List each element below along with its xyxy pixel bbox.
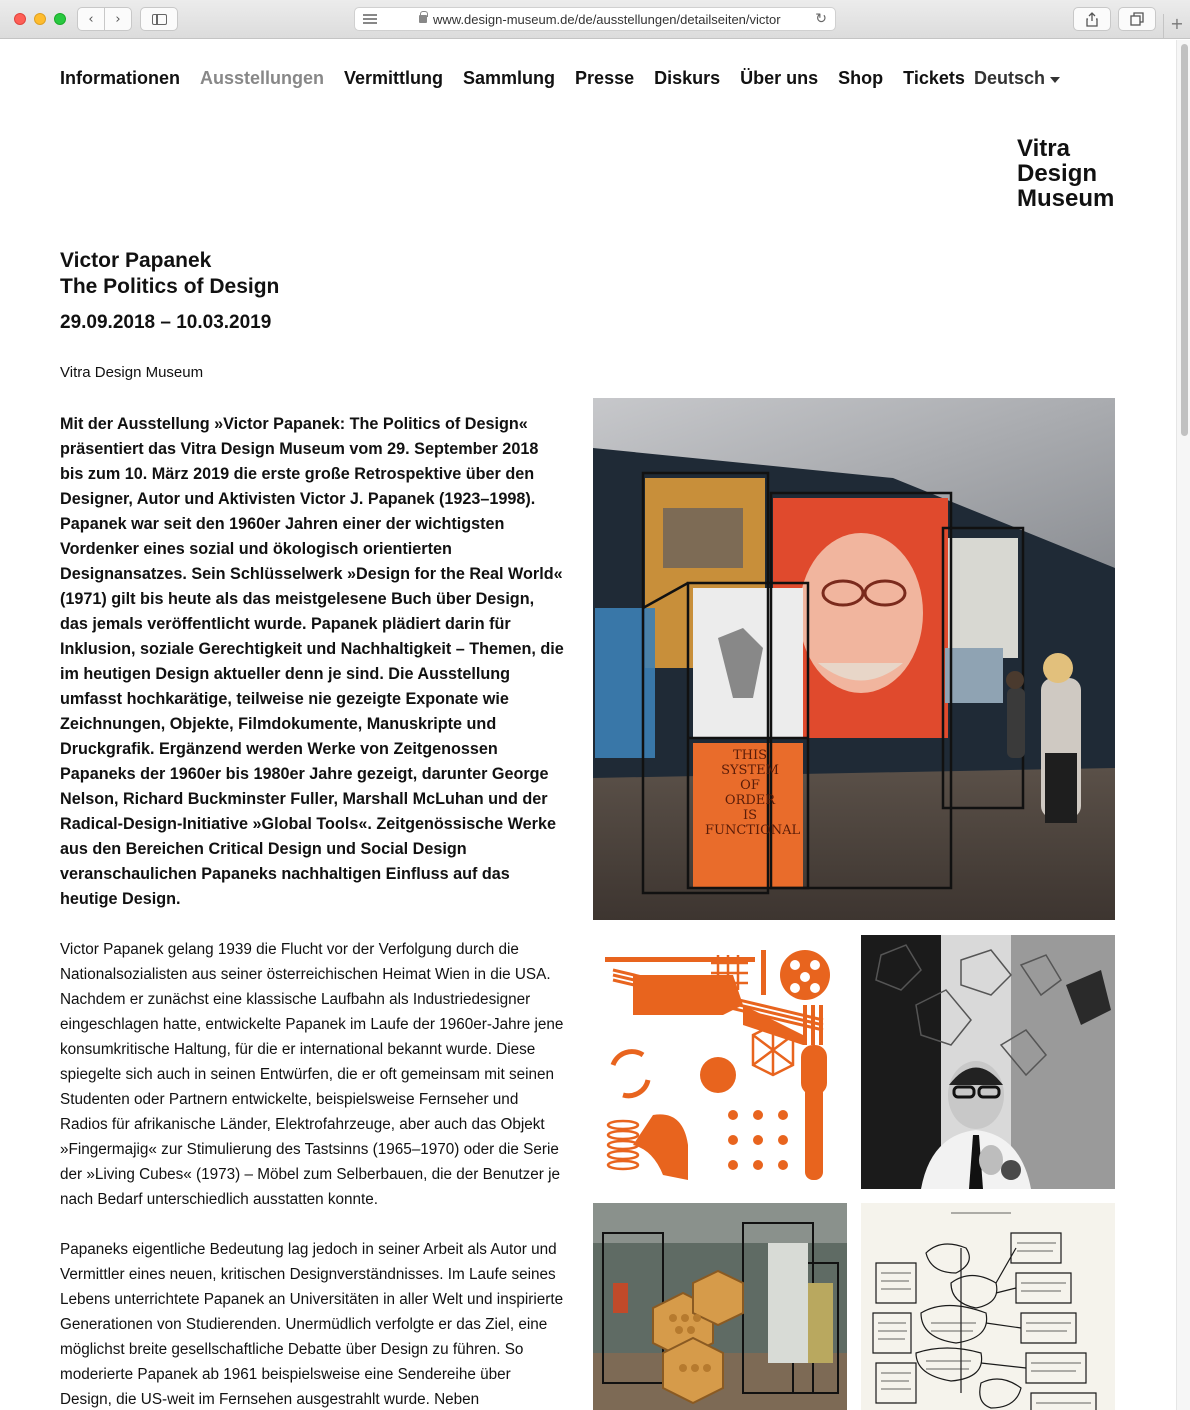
nav-diskurs[interactable]: Diskurs: [654, 68, 721, 88]
share-icon: [1086, 12, 1098, 27]
nav-shop[interactable]: Shop: [838, 68, 884, 88]
portrait-photo[interactable]: [861, 935, 1115, 1189]
language-selector[interactable]: [974, 68, 1060, 89]
sidebar-icon: [152, 14, 167, 25]
minimize-window-button[interactable]: [34, 13, 46, 25]
history-buttons: [77, 7, 132, 31]
article-text: [60, 412, 566, 1410]
sidebar-toggle-button[interactable]: [140, 7, 178, 31]
logo-line: Vitra: [1017, 135, 1070, 162]
page-scrollbar[interactable]: [1176, 40, 1190, 1410]
body-paragraph: Papaneks eigentliche Bedeutung lag jedoch in seiner Arbeit als Autor und Vermittler eines neuen, kritischen Designverständnisses. Im Laufe seines Lebens unterrichtete Papanek an Universitäten in aller Welt und inspirierte Generationen von Studierenden. Unermüdlich verfolgte er das Ziel, eine möglichst breite gesellschaftliche Debatte über Design zu führen. So moderierte Papanek ab 1961 beispielsweise eine Sendereihe über Design, die US-weit im Fernsehen ausgestrahlt wurde. Neben: [60, 1241, 564, 1408]
nav-ueber-uns[interactable]: Über uns: [740, 68, 819, 88]
forward-arrow-icon[interactable]: ›: [115, 11, 121, 27]
close-window-button[interactable]: [14, 13, 26, 25]
reader-view-icon[interactable]: [363, 14, 377, 24]
lock-icon: [419, 15, 427, 23]
subtitle-line: The Politics of Design: [60, 275, 280, 298]
web-page: [0, 40, 1175, 1410]
exhibition-dates: 29.09.2018 – 10.03.2019: [60, 312, 272, 333]
nav-sammlung[interactable]: Sammlung: [463, 68, 556, 88]
main-navigation: [60, 68, 965, 89]
exhibition-room-photo[interactable]: [593, 1203, 847, 1410]
logo-line: Museum: [1017, 185, 1115, 212]
zoom-window-button[interactable]: [54, 13, 66, 25]
tabs-icon: [1130, 12, 1144, 26]
exhibition-photo[interactable]: [593, 398, 1115, 920]
chevron-down-icon: [1050, 77, 1060, 83]
share-button[interactable]: [1073, 7, 1111, 31]
nav-vermittlung[interactable]: Vermittlung: [344, 68, 444, 88]
nav-presse[interactable]: Presse: [575, 68, 635, 88]
exhibition-title: [60, 248, 279, 300]
reload-icon[interactable]: ↻: [815, 11, 827, 27]
lead-paragraph: Mit der Ausstellung »Victor Papanek: The Politics of Design« präsentiert das Vitra Design Museum vom 29. September 2018 bis zum 10. März 2019 die erste große Retrospektive über den Designer, Autor und Aktivisten Victor J. Papanek (1923–1998). Papanek war seit den 1960er Jahren einer der wichtigsten Vordenker eines sozial und ökologisch orientierten Designansatzes. Sein Schlüsselwerk »Design for the Real World« (1971) gilt bis heute als das meistgelesene Buch über Design, das jemals veröffentlicht wurde. Papanek plädiert darin für Inklusion, soziale Gerechtigkeit und Nachhaltigkeit – Themen, die im heutigen Design aktueller denn je sind. Die Ausstellung umfasst hochkarätige, teilweise nie gezeigte Exponate wie Zeichnungen, Objekte, Filmdokumente, Manuskripte und Druckgrafik. Ergänzend werden Werke von Zeitgenossen Papaneks der 1960er bis 1980er Jahre gezeigt, darunter George Nelson, Richard Buckminster Fuller, Marshall McLuhan und der Radical-Design-Initiative »Global Tools«. Zeitgenössische Werke aus den Bereichen Critical Design und Social Design veranschaulichen Papaneks nachhaltigen Einfluss auf das heutige Design.: [60, 415, 564, 908]
body-paragraph: Victor Papanek gelang 1939 die Flucht vor der Verfolgung durch die Nationalsozialisten aus seiner österreichischen Heimat Wien in die USA. Nachdem er zunächst eine klassische Laufbahn als Industriedesigner eingeschlagen hatte, entwickelte Papanek im Laufe der 1960er-Jahre jene konsumkritische Haltung, für die er international bekannt wurde. Diese spiegelte sich auch in seinen Entwürfen, die er oft gemeinsam mit seinen Studenten oder Partnern entwickelte, beispielsweise Fernseher und Radios für afrikanische Länder, Elektrofahrzeuge, aber auch das Objekt »Fingermajig« zur Stimulierung des Tastsinns (1965–1970) oder die Serie der »Living Cubes« (1973) – Möbel zum Selberbauen, die der Benutzer je nach Bedarf unterschiedlich ausstatten konnte.: [60, 941, 564, 1208]
url-text[interactable]: www.design-museum.de/de/ausstellungen/detailseiten/victor: [433, 11, 781, 27]
title-line: Victor Papanek: [60, 249, 212, 272]
poster-text: THIS SYSTEM OF ORDER IS FUNCTIONAL: [705, 748, 801, 838]
nav-informationen[interactable]: Informationen: [60, 68, 180, 88]
tab-overview-button[interactable]: [1118, 7, 1156, 31]
nav-ausstellungen[interactable]: Ausstellungen: [200, 68, 325, 88]
nav-tickets[interactable]: Tickets: [903, 68, 965, 88]
browser-toolbar: [0, 0, 1190, 39]
address-bar[interactable]: [354, 7, 836, 31]
exhibition-venue: Vitra Design Museum: [60, 364, 204, 381]
pictogram-illustration[interactable]: [593, 935, 847, 1189]
new-tab-button[interactable]: +: [1163, 14, 1190, 39]
scrollbar-thumb[interactable]: [1181, 44, 1188, 436]
logo-line: Design: [1017, 160, 1098, 187]
language-label: Deutsch: [974, 68, 1046, 88]
museum-logo[interactable]: [1017, 136, 1114, 211]
back-arrow-icon[interactable]: ‹: [78, 8, 105, 30]
sketch-diagram[interactable]: [861, 1203, 1115, 1410]
